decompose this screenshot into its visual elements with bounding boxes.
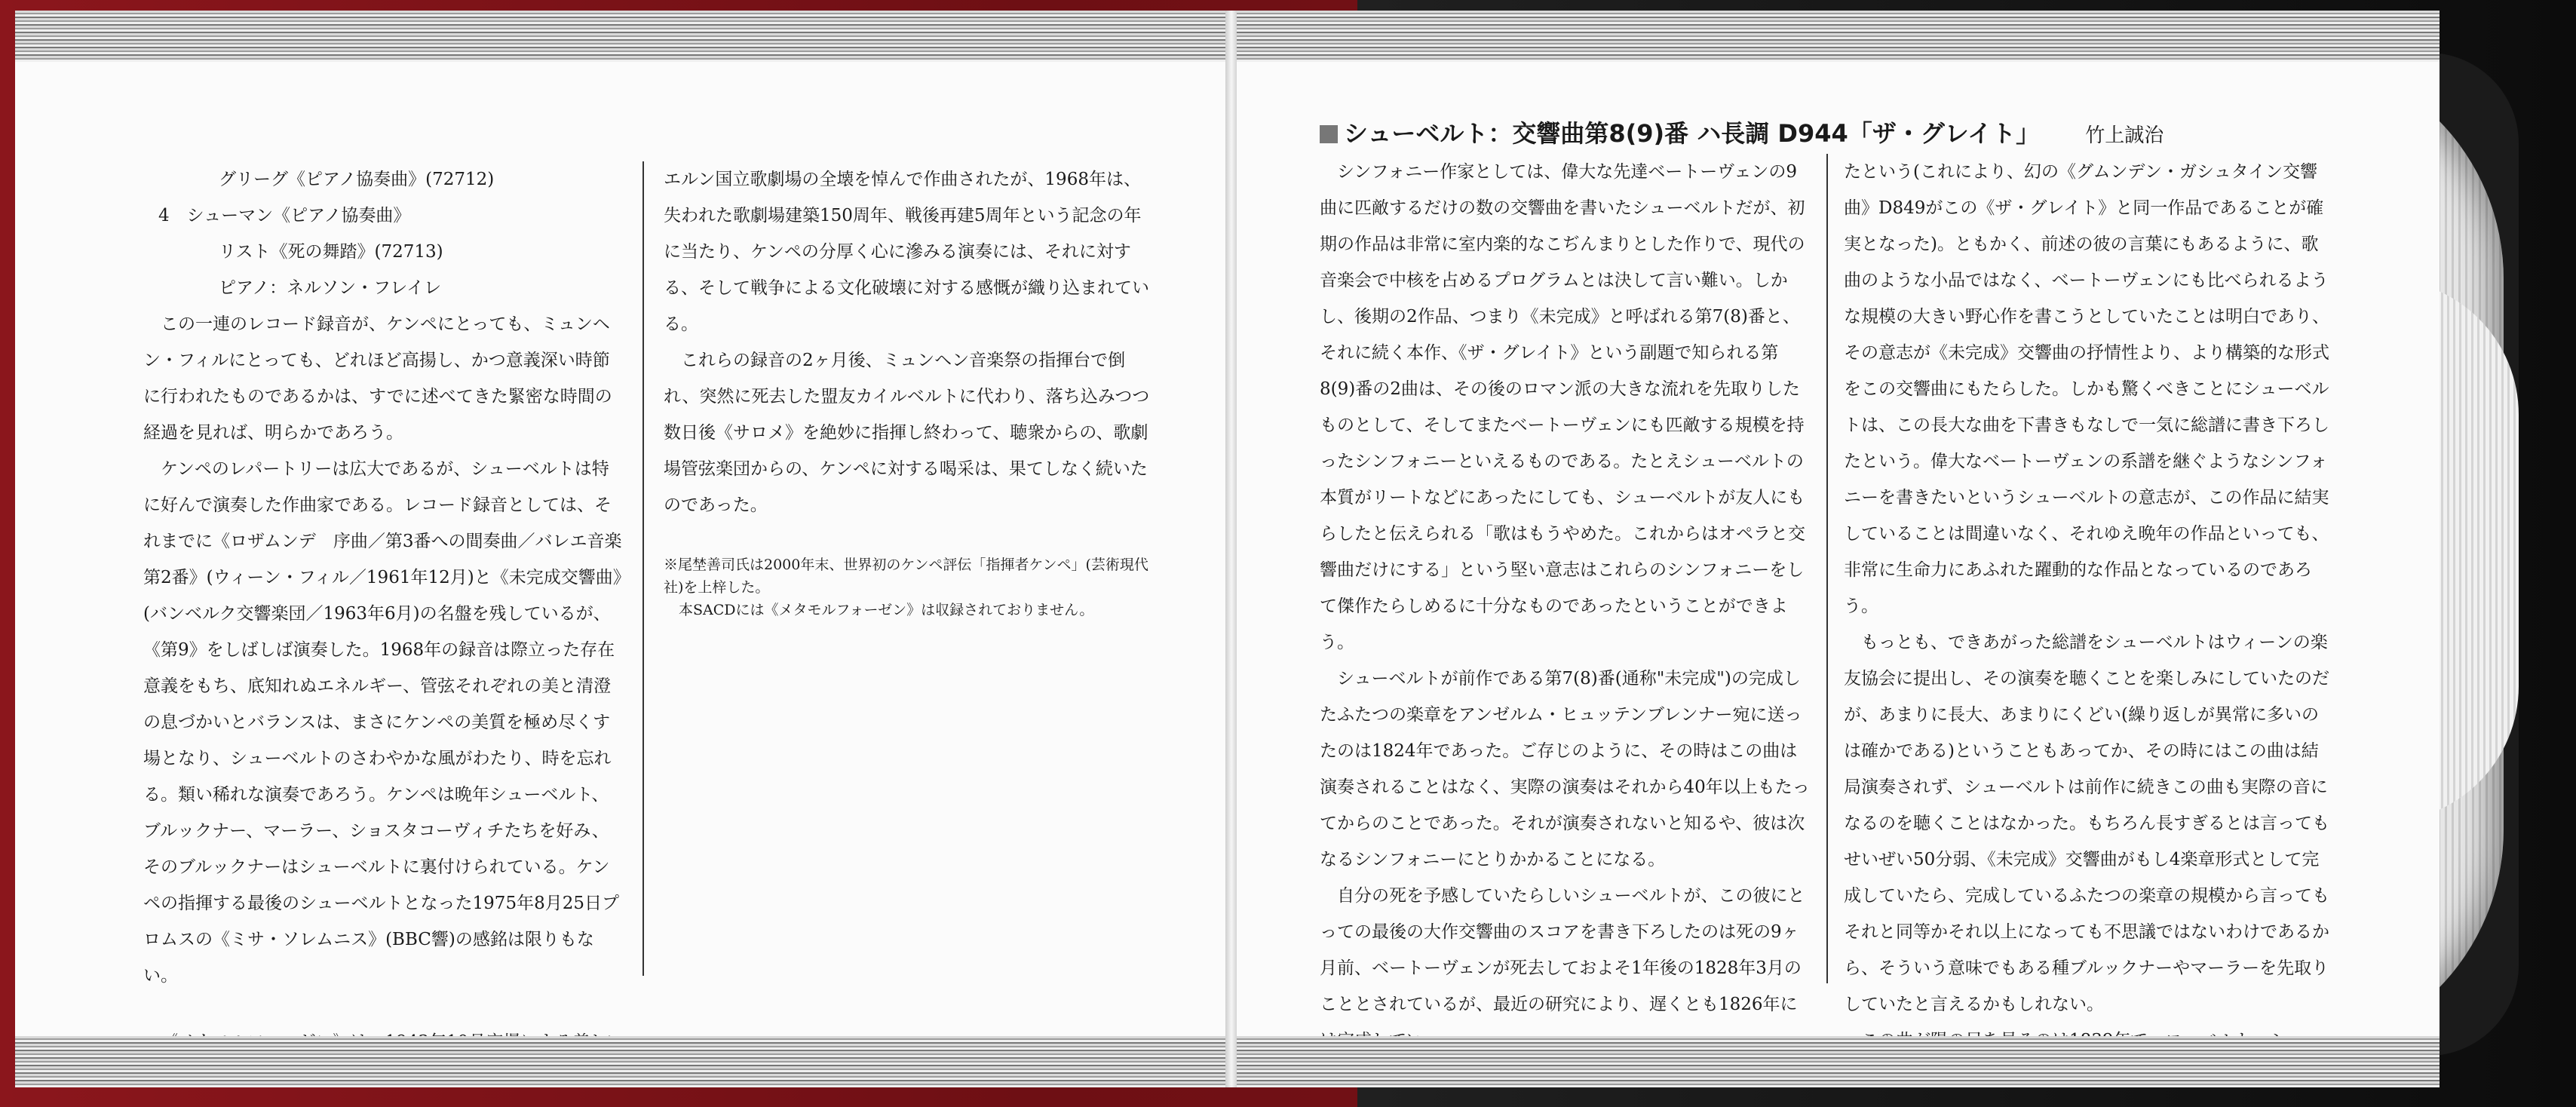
performer-line: ピアノ：ネルソン・フレイレ xyxy=(219,278,442,298)
column-divider xyxy=(642,161,644,976)
square-bullet-icon xyxy=(1320,125,1338,143)
body-paragraph: シューベルトが前作である第7(8)番(通称"未完成")の完成したふたつの楽章をアンゼルム・ヒュッテンブレンナー宛に送ったのは1824年であった。ご存じのように、その時はこの曲は演奏されることはなく、実際の演奏はそれから40年以上もたってからのことであった。それが演奏されないと知るや、彼は次なるシンフォニーにとりかかることになる。 xyxy=(1320,669,1810,869)
right-page xyxy=(1237,11,2440,1087)
author-name: 竹上誠治 xyxy=(2085,124,2164,147)
section-title: シューベルト：交響曲第8(9)番 ハ長調 D944「ザ・グレイト」 xyxy=(1344,119,2041,148)
body-paragraph: この一連のレコード録音が、ケンペにとっても、ミュンヘン・フィルにとっても、どれほど高揚し、かつ意義深い時節に行われたものであるかは、すでに述べてきた緊密な時間の経過を見れば、明らかであろう。 xyxy=(143,314,612,443)
footnote: 本SACDには《メタモルフォーゼン》は収録されておりません。 xyxy=(679,602,1094,618)
top-decorative-bar xyxy=(1237,11,2440,62)
left-page xyxy=(15,11,1229,1087)
bottom-decorative-bar xyxy=(15,1036,1229,1087)
track-line: グリーグ《ピアノ協奏曲》(72712) xyxy=(219,170,495,189)
bottom-decorative-bar xyxy=(1237,1036,2440,1087)
section-heading xyxy=(1320,115,2300,149)
track-line: リスト《死の舞踏》(72713) xyxy=(219,242,443,262)
body-paragraph: これらの録音の2ヶ月後、ミュンヘン音楽祭の指揮台で倒れ、突然に死去した盟友カイルベルトに代わり、落ち込みつつ数日後《サロメ》を絶妙に指揮し終わって、聴衆からの、歌劇場管弦楽団からの、ケンペに対する喝采は、果てしなく続いたのであった。 xyxy=(664,351,1150,515)
left-column-2 xyxy=(664,161,1154,621)
body-paragraph: もっとも、できあがった総譜をシューベルトはウィーンの楽友協会に提出し、その演奏を聴くことを楽しみにしていたのだが、あまりに長大、あまりにくどい(繰り返しが異常に多いのは確かである)ということもあってか、その時にはこの曲は結局演奏されず、シューベルトは前作に続きこの曲も実際の音になるのを聴くことはなかった。もちろん長すぎるとは言ってもせいぜい50分弱、《未完成》交響曲がもし4楽章形式として完成していたら、完成しているふたつの楽章の規模から言ってもそれと同等かそれ以上になっても不思議ではないわけであるから、そういう意味でもある種ブルックナーやマーラーを先取りしていたと言えるかもしれない。 xyxy=(1844,633,2329,1014)
left-column-1 xyxy=(143,161,626,1087)
footnote: ※尾埜善司氏は2000年末、世界初のケンペ評伝「指揮者ケンペ」(芸術現代社)を上梓した。 xyxy=(664,557,1148,596)
right-column-2 xyxy=(1844,154,2334,1087)
body-paragraph: ケンペのレパートリーは広大であるが、シューベルトは特に好んで演奏した作曲家である。レコード録音としては、それまでに《ロザムンデ 序曲／第3番への間奏曲／バレエ音楽第2番》(ウィーン・フィル／1961年12月)と《未完成交響曲》(バンベルク交響楽団／1963年6月)の名盤を残しているが、《第9》をしばしば演奏した。1968年の録音は際立った存在意義をもち、底知れぬエネルギー、管弦それぞれの美と清澄の息づかいとバランスは、まさにケンペの美質を極め尽くす場となり、シューベルトのさわやかな風がわたり、時を忘れる。類い稀れな演奏であろう。ケンペは晩年シューベルト、ブルックナー、マーラー、ショスタコーヴィチたちを好み、そのブルックナーはシューベルトに裏付けられている。ケンペの指揮する最後のシューベルトとなった1975年8月25日プロムスの《ミサ・ソレムニス》(BBC響)の感銘は限りもない。 xyxy=(143,459,622,986)
body-paragraph: 自分の死を予感していたらしいシューベルトが、この彼にとっての最後の大作交響曲のスコアを書き下ろしたのは死の9ヶ月前、ベートーヴェンが死去しておよそ1年後の1828年3月のこととされているが、最近の研究により、遅くとも1826年に xyxy=(1320,886,1805,1014)
column-divider xyxy=(1826,154,1828,983)
right-column-1 xyxy=(1320,154,1810,1059)
body-paragraph: たという(これにより、幻の《グムンデン・ガシュタイン交響曲》D849がこの《ザ・グレイト》と同一作品であることが確実となった)。ともかく、前述の彼の言葉にもあるように、歌曲のような小品ではなく、ベートーヴェンにも比べられるような規模の大きい野心作を書こうとしていたことは明白であり、その意志が《未完成》交響曲の抒情性より、より構築的な形式をこの交響曲にもたらした。しかも驚くべきことにシューベルトは、この長大な曲を下書きもなしで一気に総譜に書き下ろしたという。偉大なベートーヴェンの系譜を継ぐようなシンフォニーを書きたいというシューベルトの意志が、この作品に結実していることは間違いなく、それゆえ晩年の作品といっても、非常に生命力にあふれた躍動的な作品となっているのであろう。 xyxy=(1844,162,2329,616)
top-decorative-bar xyxy=(15,11,1229,62)
track-line: 4 シューマン《ピアノ協奏曲》 xyxy=(158,206,411,225)
body-paragraph: シンフォニー作家としては、偉大な先達ベートーヴェンの9曲に匹敵するだけの数の交響曲を書いたシューベルトだが、初期の作品は非常に室内楽的なこぢんまりとした作りで、現代の音楽会で中核を占めるプログラムとは決して言い難い。しかし、後期の2作品、つまり《未完成》と呼ばれる第7(8)番と、それに続く本作、《ザ・グレイト》という副題で知られる第8(9)番の2曲は、その後のロマン派の大きな流れを先取りしたものとして、そしてまたベートーヴェンにも匹敵する規模を持ったシンフォニーといえるものである。たとえシューベルトの本質がリートなどにあったにしても、シューベルトが友人にもらしたと伝えられる「歌はもうやめた。これからはオペラと交響曲だけにする」という堅い意志はこれらのシンフォニーをして傑作たらしめるに十分なものであったということができよう。 xyxy=(1320,162,1805,652)
body-paragraph: エルン国立歌劇場の全壊を悼んで作曲されたが、1968年は、失われた歌劇場建築150周年、戦後再建5周年という記念の年に当たり、ケンペの分厚く心に滲みる演奏には、それに対する、そして戦争による文化破壊に対する感慨が織り込まれている。 xyxy=(664,170,1149,334)
